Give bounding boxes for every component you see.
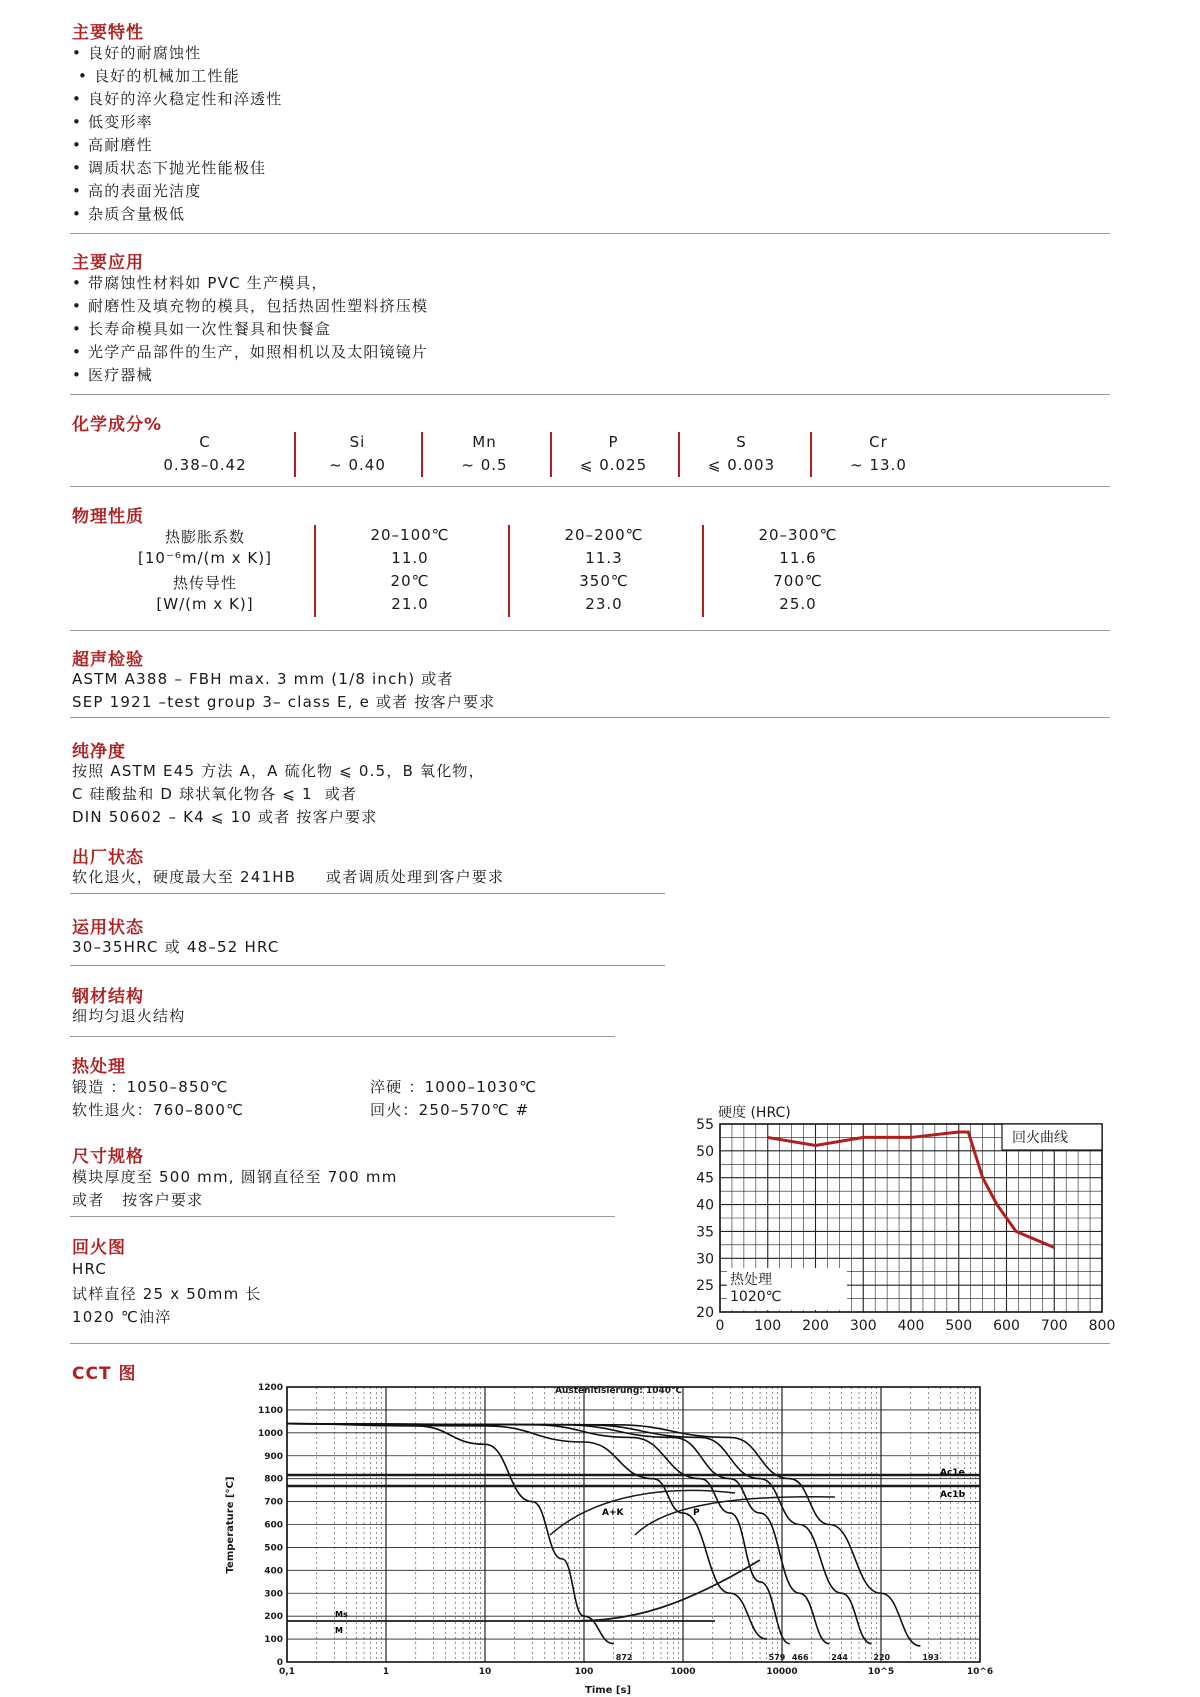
delivery-line: 软化退火，硬度最大至 241HB 或者调质处理到客户要求 [72,868,505,886]
purity-line: C 硅酸盐和 D 球状氧化物各 ⩽ 1 或者 [72,785,358,803]
heat-title: 热处理 [72,1057,126,1077]
column-separator [550,432,552,477]
heat-tempering: 回火：250–570℃ # [370,1101,530,1119]
divider [70,893,665,894]
structure-title: 钢材结构 [72,987,144,1007]
column-separator [810,432,812,477]
physical-label: [10⁻⁶m/(m x K)] [138,549,272,567]
tempering-info-line: 试样直径 25 x 50mm 长 [72,1285,262,1303]
cct-xlabel: Time [s] [585,1685,632,1696]
cct-curves [287,1424,920,1646]
column-separator [702,525,704,617]
chem-value-mn: ~ 0.5 [461,456,508,474]
cct-ytick: 300 [264,1589,283,1600]
tempering-xtick: 500 [945,1318,973,1334]
purity-line: DIN 50602 – K4 ⩽ 10 或者 按客户要求 [72,808,378,826]
purity-line: 按照 ASTM E45 方法 A，A 硫化物 ⩽ 0.5，B 氧化物， [72,762,485,780]
chem-value-si: ~ 0.40 [329,456,386,474]
tempering-chart [670,1100,1116,1334]
ultrasonic-line: ASTM A388 – FBH max. 3 mm (1/8 inch) 或者 [72,670,454,688]
tempering-xtick: 700 [1040,1318,1068,1334]
cct-label-ac1e: Ac1e [940,1468,965,1478]
cct-ytick: 200 [264,1612,283,1623]
cct-xtick: 1000 [670,1667,696,1677]
tempering-ytick: 20 [696,1305,714,1321]
cct-ytick: 400 [264,1566,283,1577]
tempering-ytick: 50 [696,1143,714,1160]
application-item: • 光学产品部件的生产，如照相机以及太阳镜镜片 [72,343,429,361]
column-separator [678,432,680,477]
cct-xtick: 10 [478,1667,492,1677]
cct-hardness-label: 579 [768,1653,786,1662]
application-item: • 耐磨性及填充物的模具，包括热固性塑料挤压模 [72,297,429,315]
cct-yticks [258,1383,283,1668]
column-separator [294,432,296,477]
cct-title: CCT 图 [72,1364,137,1384]
physical-value: 20–100℃ [370,526,450,544]
cct-ytick: 800 [264,1474,283,1485]
divider [70,486,1110,487]
feature-item: • 调质状态下抛光性能极佳 [72,159,267,177]
cct-xtick: 100 [574,1667,594,1677]
cct-ytick: 100 [264,1635,283,1646]
physical-value: 11.0 [391,549,429,567]
applications-title: 主要应用 [72,253,144,273]
divider [70,1036,615,1037]
ultrasonic-title: 超声检验 [72,650,144,670]
tempering-ylabel: 硬度 (HRC) [718,1105,791,1121]
physical-value: 11.6 [779,549,817,567]
tempering-xtick: 300 [849,1318,877,1334]
usage-line: 30–35HRC 或 48–52 HRC [72,938,280,956]
physical-value: 25.0 [779,595,817,613]
chem-element-cr: Cr [869,433,888,451]
cct-ytick: 1000 [257,1428,283,1439]
application-item: • 长寿命模具如一次性餐具和快餐盒 [72,320,332,338]
tempering-xtick: 800 [1088,1318,1116,1334]
cct-hardness-label: 244 [831,1653,848,1662]
cct-ytick: 1200 [257,1383,283,1393]
cct-ytick: 0 [276,1658,283,1668]
heat-annealing: 软性退火：760–800℃ [72,1101,245,1119]
physical-value: 20–200℃ [564,526,644,544]
cct-hardness-label: 466 [791,1653,809,1662]
divider [70,1343,1110,1344]
features-title: 主要特性 [72,23,144,43]
feature-item: • 良好的机械加工性能 [72,67,240,85]
tempering-ytick: 45 [696,1170,714,1187]
column-separator [421,432,423,477]
cct-cooling-curve [287,1424,920,1646]
tempering-note: 1020℃ [730,1289,782,1305]
cct-end-hardness [616,1653,939,1662]
purity-title: 纯净度 [72,742,126,762]
tempering-xtick: 600 [993,1318,1020,1334]
physical-label: [W/(m x K)] [156,595,254,613]
application-item: • 医疗器械 [72,366,153,384]
application-item: • 带腐蚀性材料如 PVC 生产模具， [72,274,328,292]
tempering-info-line: 1020 ℃油淬 [72,1308,172,1326]
divider [70,965,665,966]
cct-label-ac1b: Ac1b [940,1490,966,1500]
physical-value: 23.0 [585,595,623,613]
physical-value: 20–300℃ [758,526,838,544]
tempering-ytick: 55 [696,1117,714,1133]
physical-label: 热传导性 [172,574,237,592]
size-line: 或者 按客户要求 [72,1191,204,1209]
chem-element-s: S [736,433,747,451]
tempering-xtick: 200 [802,1318,829,1334]
cct-ylabel: Temperature [°C] [225,1476,236,1574]
cct-xtick: 1 [382,1667,390,1677]
cct-label-ak: A+K [602,1508,624,1518]
physical-label: 热膨胀系数 [164,528,245,546]
feature-item: • 良好的耐腐蚀性 [72,44,202,62]
physical-value: 11.3 [585,549,623,567]
tempering-ytick: 35 [696,1224,714,1241]
feature-item: • 良好的淬火稳定性和淬透性 [72,90,283,108]
physical-value: 21.0 [391,595,429,613]
cct-chart [215,1375,1005,1697]
cct-xtick: 0,1 [279,1667,295,1677]
tempering-xticks [716,1318,1116,1334]
divider [70,1216,615,1217]
cct-label-ms: Ms [335,1610,348,1619]
cct-xtick: 10000 [766,1667,798,1677]
cct-label-p: P [693,1508,700,1518]
tempering-ytick: 25 [696,1278,714,1295]
tempering-ytick: 30 [696,1251,714,1268]
cct-cooling-curve [287,1424,790,1644]
size-title: 尺寸规格 [72,1147,144,1167]
cct-xticks [279,1667,993,1677]
tempering-note: 热处理 [730,1272,772,1288]
tempering-yticks [696,1117,714,1321]
cct-ytick: 700 [264,1497,283,1508]
divider [70,394,1110,395]
ultrasonic-line: SEP 1921 –test group 3– class E, e 或者 按客户要求 [72,693,496,711]
tempering-info-title: 回火图 [72,1238,126,1258]
cct-ytick: 500 [264,1543,283,1554]
feature-item: • 杂质含量极低 [72,205,186,223]
cct-xtick: 10^6 [966,1667,994,1677]
chem-element-si: Si [349,433,366,451]
chem-element-c: C [199,433,211,451]
cct-hardness-label: 872 [615,1653,633,1662]
feature-item: • 低变形率 [72,113,153,131]
cct-hardness-label: 193 [922,1653,940,1662]
cct-chart-title: Austenitisierung: 1040°C [555,1386,683,1396]
physical-value: 350℃ [579,572,629,590]
chemistry-title: 化学成分% [72,415,163,435]
chem-value-p: ⩽ 0.025 [579,456,648,474]
chem-element-p: P [608,433,619,451]
tempering-xtick: 100 [754,1318,782,1334]
tempering-ytick: 40 [696,1197,714,1214]
chem-element-mn: Mn [472,433,497,451]
cct-xtick: 10^5 [867,1667,895,1677]
physical-title: 物理性质 [72,507,144,527]
delivery-title: 出厂状态 [72,848,144,868]
heat-forging: 锻造 ：1050–850℃ [72,1078,229,1096]
tempering-info-line: HRC [72,1260,108,1278]
column-separator [314,525,316,617]
size-line: 模块厚度至 500 mm, 圆钢直径至 700 mm [72,1168,398,1186]
cct-cooling-curve [287,1424,829,1644]
cct-ytick: 900 [264,1451,283,1462]
column-separator [508,525,510,617]
feature-item: • 高的表面光洁度 [72,182,202,200]
divider [70,717,1110,718]
structure-line: 细均匀退火结构 [72,1007,186,1025]
chem-value-s: ⩽ 0.003 [707,456,776,474]
chem-value-cr: ~ 13.0 [850,456,907,474]
heat-hardening: 淬硬 ：1000–1030℃ [370,1078,538,1096]
tempering-xtick: 400 [897,1318,925,1334]
cct-martensite-curve [575,1560,760,1621]
divider [70,233,1110,234]
chem-value-c: 0.38–0.42 [163,456,247,474]
cct-ytick: 600 [264,1520,283,1531]
divider [70,630,1110,631]
cct-ytick: 1100 [257,1405,283,1416]
tempering-xtick: 0 [715,1318,725,1334]
cct-hardness-label: 220 [873,1653,891,1662]
tempering-legend: 回火曲线 [1012,1130,1068,1146]
usage-title: 运用状态 [72,918,144,938]
cct-label-m: M [335,1626,343,1635]
physical-value: 20℃ [390,572,430,590]
physical-value: 700℃ [773,572,823,590]
feature-item: • 高耐磨性 [72,136,153,154]
